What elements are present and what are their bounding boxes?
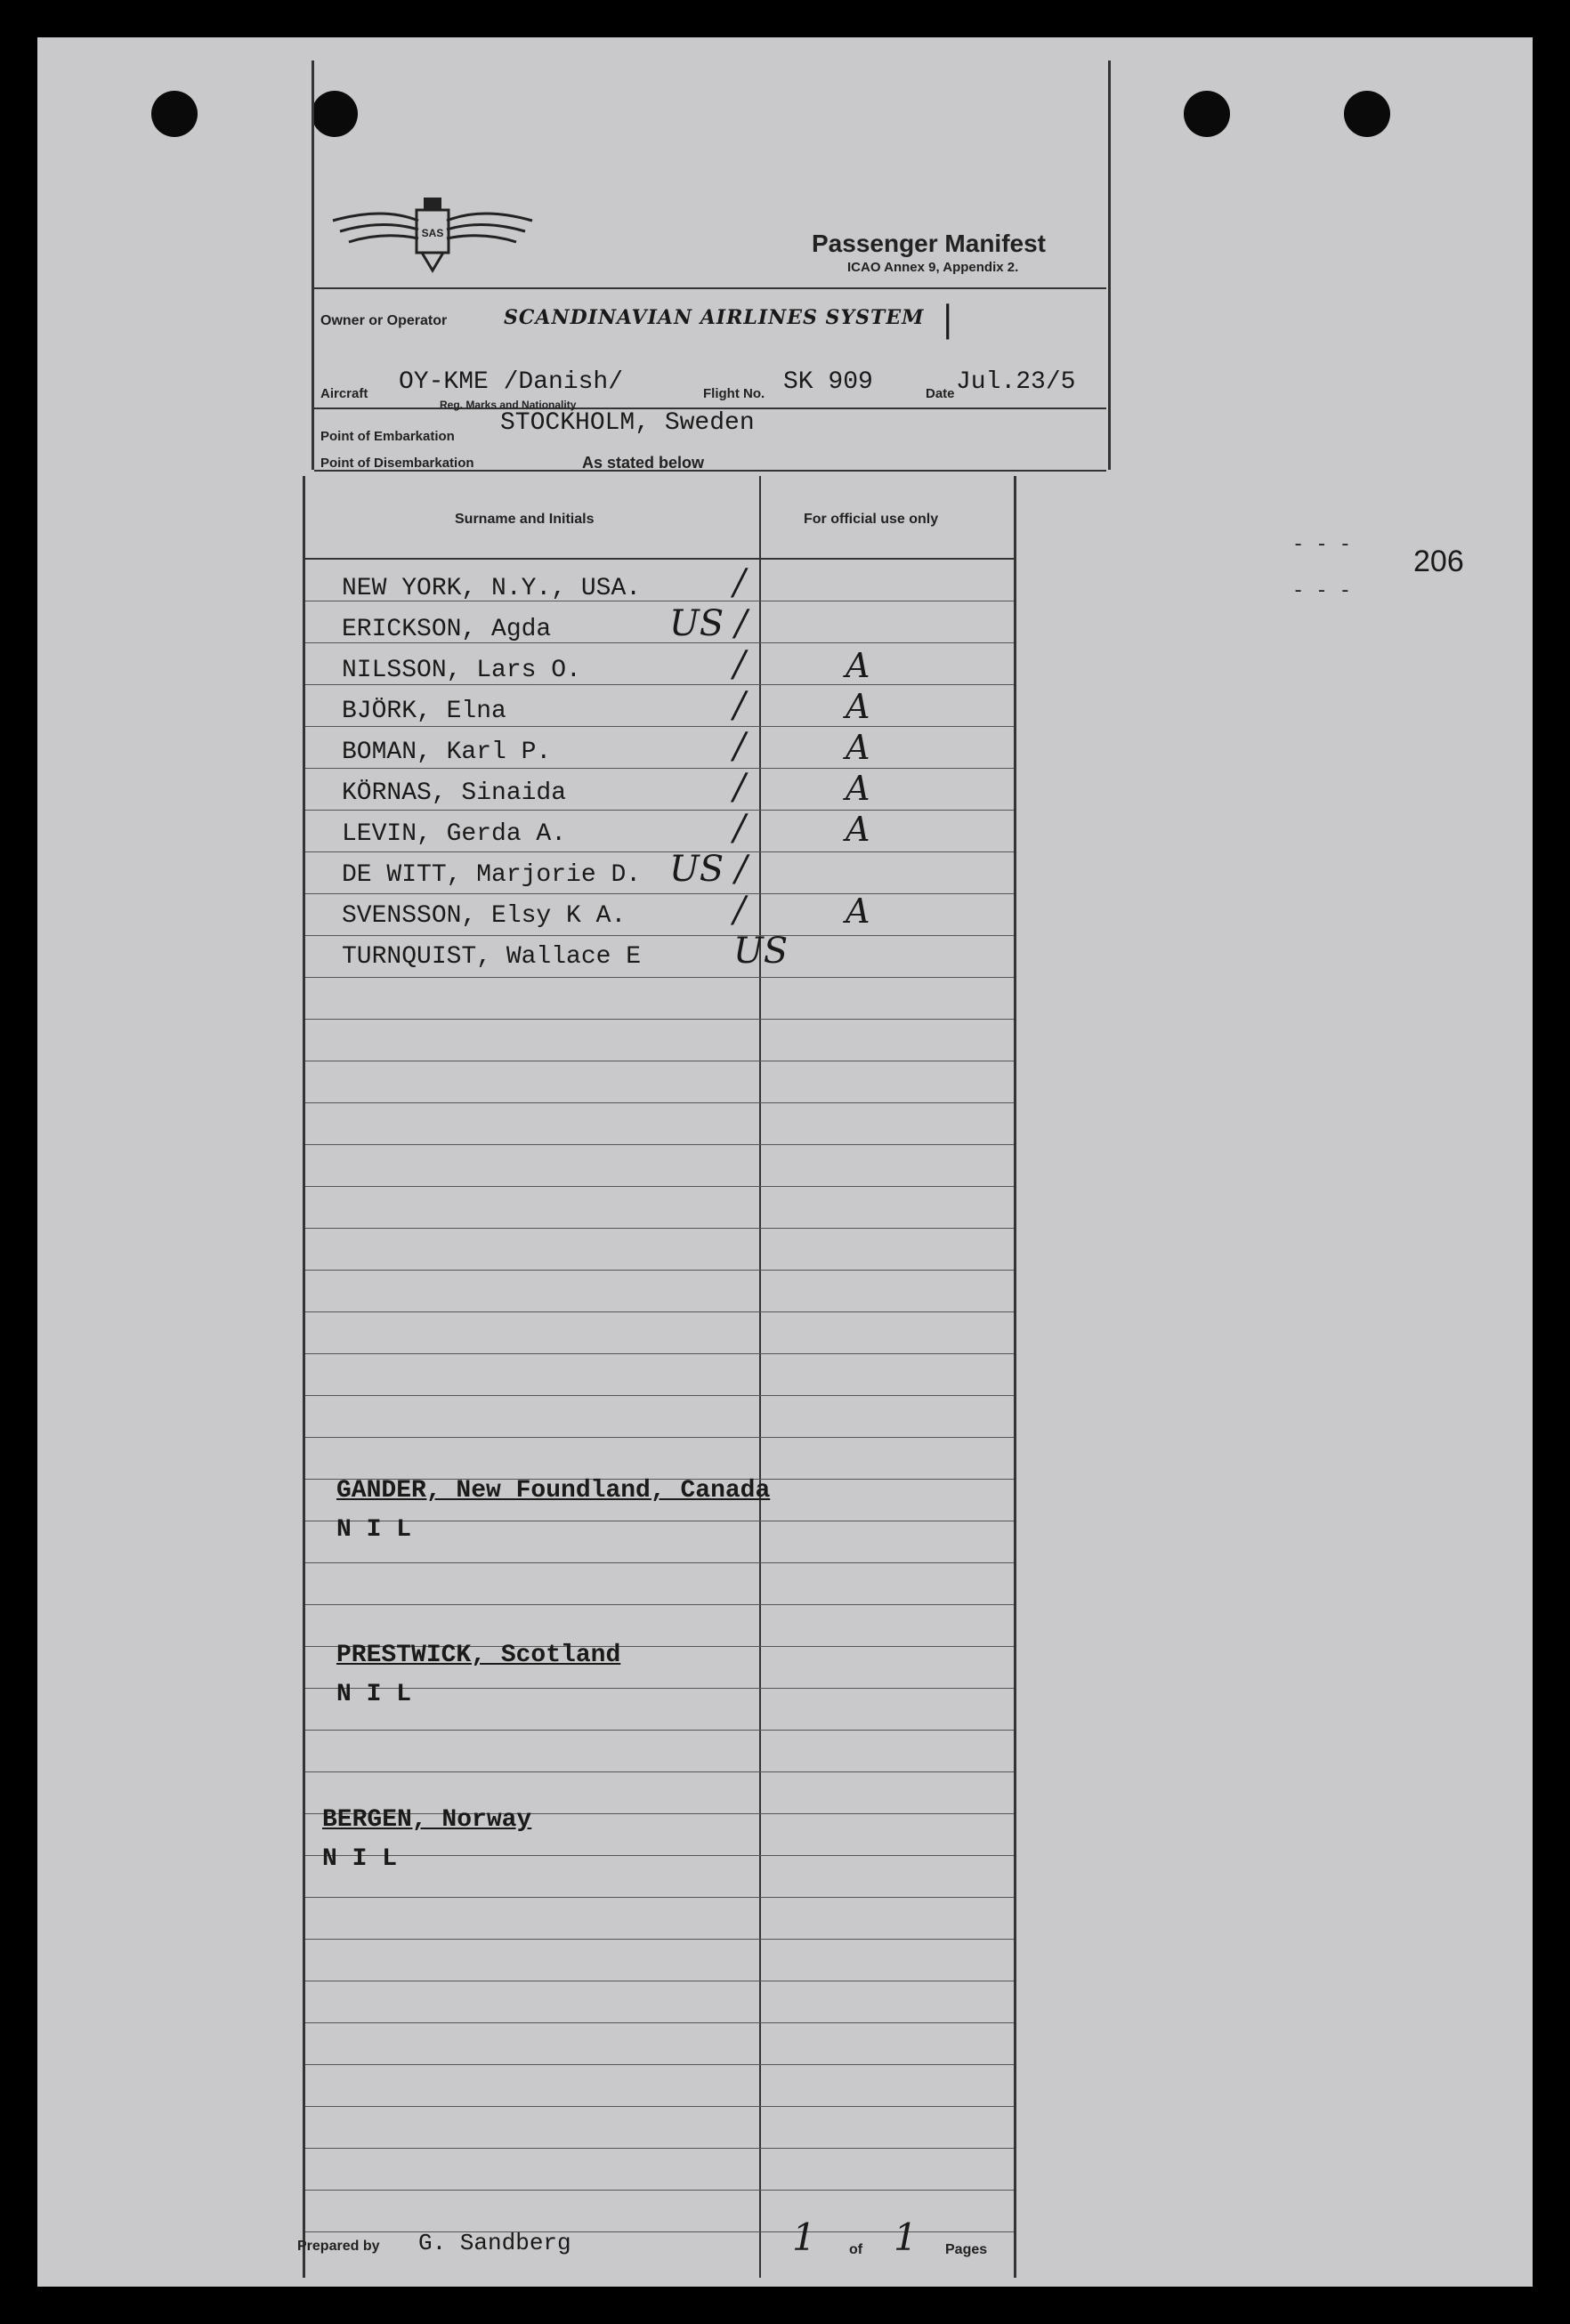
ruled-line: [305, 1688, 1014, 1689]
official-mark: /: [733, 562, 746, 603]
entry-text: BJÖRK, Elna: [342, 698, 506, 725]
official-note: A: [846, 769, 870, 808]
ruled-line: [305, 1019, 1014, 1020]
column-separator: [759, 476, 761, 2278]
ruled-line: [305, 1270, 1014, 1271]
ruled-line: [305, 893, 1014, 894]
ruled-line: [305, 851, 1014, 852]
stop-value: N I L: [336, 1681, 412, 1708]
ruled-line: [305, 2148, 1014, 2149]
official-mark: /: [733, 726, 746, 767]
aircraft-value: OY-KME /Danish/: [399, 368, 624, 396]
official-mark: US /: [669, 603, 748, 644]
punch-hole-1: [151, 91, 198, 137]
embark-label: Point of Embarkation: [320, 429, 455, 444]
ruled-line: [305, 768, 1014, 769]
page-of-1: 1: [792, 2215, 816, 2259]
entry-text: BOMAN, Karl P.: [342, 738, 552, 766]
ruled-line: [305, 1897, 1014, 1898]
ruled-line: [305, 684, 1014, 685]
official-mark: /: [733, 890, 746, 931]
airline-logo: [329, 194, 536, 279]
margin-mark: - - -: [1292, 534, 1352, 556]
of-label: of: [849, 2242, 863, 2257]
official-note: A: [846, 892, 870, 931]
ruled-line: [305, 1562, 1014, 1563]
prepared-label: Prepared by: [297, 2239, 380, 2254]
aircraft-label: Aircraft: [320, 386, 368, 401]
official-note: A: [846, 810, 870, 849]
official-mark: /: [733, 685, 746, 726]
stop-place: GANDER, New Foundland, Canada: [336, 1477, 771, 1505]
ruled-line: [305, 2106, 1014, 2107]
official-note: A: [846, 646, 870, 685]
entry-text: KÖRNAS, Sinaida: [342, 779, 567, 807]
flight-label: Flight No.: [703, 386, 765, 401]
stop-value: N I L: [322, 1845, 398, 1873]
ruled-line: [305, 2022, 1014, 2023]
owner-value: SCANDINAVIAN AIRLINES SYSTEM: [504, 306, 925, 329]
official-mark: /: [733, 767, 746, 808]
ruled-line: [305, 1228, 1014, 1229]
ruled-line: [305, 1102, 1014, 1103]
official-note: A: [846, 687, 870, 726]
ruled-line: [305, 1437, 1014, 1438]
entry-text: LEVIN, Gerda A.: [342, 820, 567, 848]
date-value: Jul.23/5: [956, 368, 1076, 396]
header-separator: [305, 558, 1014, 560]
svg-text:SAS: SAS: [421, 227, 444, 239]
ruled-line: [305, 2190, 1014, 2191]
page-of-2: 1: [894, 2215, 918, 2259]
column-header-official: For official use only: [804, 512, 939, 527]
ruled-line: [305, 1604, 1014, 1605]
disembark-value: As stated below: [582, 454, 705, 472]
official-mark: /: [733, 644, 746, 685]
margin-mark: - - -: [1292, 580, 1352, 602]
official-mark: US /: [669, 849, 748, 890]
entry-text: NEW YORK, N.Y., USA.: [342, 575, 642, 602]
official-note: A: [846, 728, 870, 767]
entry-text: NILSSON, Lars O.: [342, 657, 581, 684]
manifest-title: Passenger Manifest: [812, 230, 1046, 257]
ruled-line: [305, 1771, 1014, 1772]
divider: [314, 287, 1106, 289]
ruled-line: [305, 2064, 1014, 2065]
ruled-line: [305, 1186, 1014, 1187]
official-mark: US: [733, 931, 789, 972]
owner-label: Owner or Operator: [320, 313, 448, 328]
entry-text: DE WITT, Marjorie D.: [342, 861, 642, 889]
ruled-line: [305, 1855, 1014, 1856]
entry-text: ERICKSON, Agda: [342, 616, 552, 643]
reg-label: Reg. Marks and Nationality: [440, 399, 577, 411]
owner-check: |: [942, 299, 954, 340]
punch-hole-4: [1344, 91, 1390, 137]
stop-place: PRESTWICK, Scotland: [336, 1642, 621, 1669]
ruled-line: [305, 1395, 1014, 1396]
page-number: 206: [1413, 545, 1464, 578]
column-header-surname: Surname and Initials: [455, 512, 595, 527]
pages-label: Pages: [945, 2242, 988, 2257]
punch-hole-3: [1184, 91, 1230, 137]
ruled-line: [305, 1144, 1014, 1145]
ruled-line: [305, 977, 1014, 978]
embark-value: STOCKHOLM, Sweden: [500, 409, 755, 437]
official-mark: /: [733, 808, 746, 849]
flight-value: SK 909: [783, 368, 873, 396]
entry-text: SVENSSON, Elsy K A.: [342, 902, 627, 930]
disembark-label: Point of Disembarkation: [320, 456, 474, 471]
prepared-value: G. Sandberg: [418, 2230, 571, 2256]
ruled-line: [305, 1730, 1014, 1731]
manifest-subtitle: ICAO Annex 9, Appendix 2.: [847, 260, 1019, 275]
ruled-line: [305, 726, 1014, 727]
ruled-line: [305, 1353, 1014, 1354]
ruled-line: [305, 1311, 1014, 1312]
ruled-line: [305, 1939, 1014, 1940]
ruled-line: [305, 935, 1014, 936]
entry-text: TURNQUIST, Wallace E: [342, 943, 642, 971]
stop-value: N I L: [336, 1516, 412, 1544]
ruled-line: [305, 810, 1014, 811]
date-label: Date: [926, 386, 955, 401]
stop-place: BERGEN, Norway: [322, 1806, 532, 1834]
